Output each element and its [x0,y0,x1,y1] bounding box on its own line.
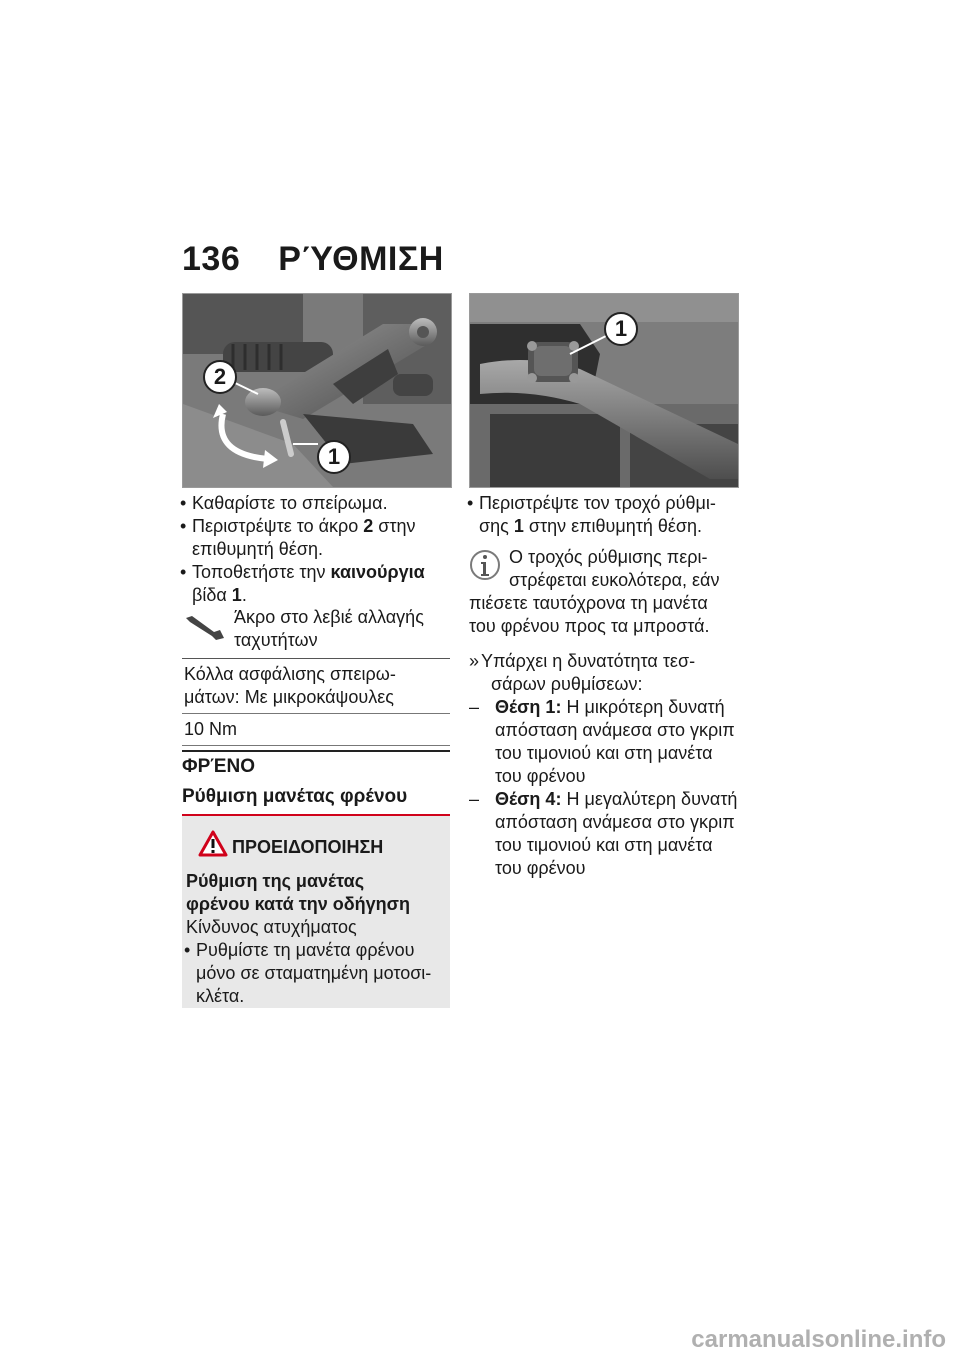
callout-ref: 1 [513,516,524,536]
step-text: στην επιθυμητή θέση. [528,516,703,536]
list-item-continuation [182,538,450,561]
callout-2-badge [203,360,237,394]
position-label: Θέση 4: [495,789,562,809]
position-text: Η μικρότερη δυνατή [566,697,725,717]
position-item [469,788,741,880]
list-item-continuation [469,515,741,538]
note-text: πιέσετε ταυτόχρονα τη μανέτα [469,593,708,613]
callout-1-label: 1 [614,316,628,341]
list-item-continuation [186,962,446,985]
list-item [182,561,450,584]
table-row [182,714,450,746]
list-item [186,939,446,962]
torque-value: 10 Nm [184,719,238,739]
position-text: απόσταση ανάμεσα στο γκριπ [495,720,735,740]
dash-marker: – [469,789,480,809]
warning-label: ΠΡΟΕΙΔΟΠΟΙΗΣΗ [232,837,384,857]
callout-1-label: 1 [327,444,341,469]
position-text: του τιμονιού και στη μανέτα [495,743,713,763]
warning-title: φρένου κατά την οδήγηση [186,894,410,914]
left-column [182,492,450,607]
step-text: Περιστρέψτε το άκρο [192,516,359,536]
gear-lever-figure [182,293,452,488]
section-title: ΡΎΘΜΙΣΗ [278,240,444,278]
position-label: Θέση 1: [495,697,562,717]
torque-spec-table [182,606,450,746]
step-text: . [241,585,247,605]
warning-triangle-icon [198,830,228,857]
result-arrow-icon: » [469,651,480,671]
step-text: Περιστρέψτε τον τροχό ρύθμι- [479,493,716,513]
right-column [469,492,741,880]
callout-ref: 1 [231,585,242,605]
section-divider [182,750,450,752]
page-number: 136 [182,240,241,278]
position-text: του φρένου [495,766,586,786]
step-text: σης [479,516,509,536]
list-item [469,492,741,515]
step-text: Καθαρίστε το σπείρωμα. [192,493,388,513]
table-row [182,659,450,714]
position-item [469,696,741,788]
section-heading: ΦΡΈΝΟ [182,756,255,777]
step-text: στην [378,516,416,536]
emphasis-text: καινούργια [330,562,425,582]
warning-step: κλέτα. [196,986,245,1006]
note-text: Ο τροχός ρύθμισης περι- [509,547,708,567]
brake-lever-figure [469,293,739,488]
note-text: του φρένου προς τα μπροστά. [469,616,710,636]
wrench-icon [184,614,226,642]
result-text: Υπάρχει η δυνατότητα τεσ- [481,651,696,671]
list-item-continuation [182,584,450,607]
spec-value: μάτων: Με μικροκάψουλες [184,687,394,707]
list-item [182,515,450,538]
result-text: σάρων ρυθμίσεων: [491,674,643,694]
info-icon [469,548,501,582]
callout-ref: 2 [363,516,374,536]
spec-header [182,606,450,658]
spec-title: Άκρο στο λεβιέ αλλαγής [234,607,424,627]
step-text: Τοποθετήστε την [192,562,326,582]
position-text: του φρένου [495,858,586,878]
dash-marker: – [469,697,480,717]
step-text: βίδα [192,585,227,605]
warning-header [182,816,450,860]
spec-title: ταχυτήτων [234,630,318,650]
result-item [469,650,741,696]
list-item [182,492,450,515]
callout-1-badge [317,440,351,474]
position-text: απόσταση ανάμεσα στο γκριπ [495,812,735,832]
position-text: Η μεγαλύτερη δυνατή [566,789,738,809]
position-text: του τιμονιού και στη μανέτα [495,835,713,855]
step-text: επιθυμητή θέση. [192,539,323,559]
page-header [182,240,444,279]
warning-body [182,860,450,1008]
warning-box [182,816,450,1008]
warning-title: Ρύθμιση της μανέτας [186,871,365,891]
subsection-heading: Ρύθμιση μανέτας φρένου [182,786,408,807]
info-note [469,546,741,638]
callout-2-label: 2 [213,364,227,389]
callout-1-badge [604,312,638,346]
note-text: στρέφεται ευκολότερα, εάν [509,570,720,590]
spec-value: Κόλλα ασφάλισης σπειρω- [184,664,396,684]
warning-step: Ρυθμίστε τη μανέτα φρένου [196,940,415,960]
watermark[interactable]: carmanualsonline.info [691,1326,946,1353]
list-item-continuation [186,985,446,1008]
warning-step: μόνο σε σταματημένη μοτοσι- [196,963,432,983]
warning-text: Κίνδυνος ατυχήματος [186,917,357,937]
